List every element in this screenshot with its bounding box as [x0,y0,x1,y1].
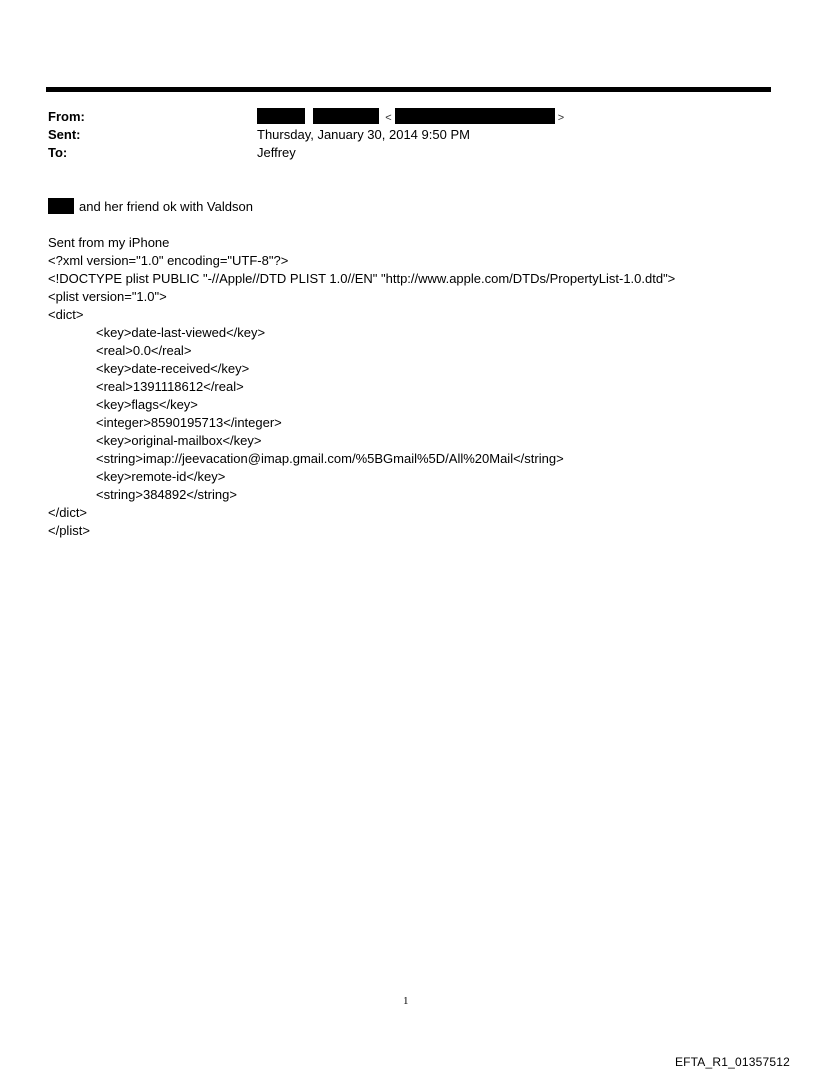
message-first-line [48,198,253,216]
plist-entry: <real>1391118612</real> [96,379,244,394]
email-open-bracket: < [385,112,392,124]
plist-open-tag: <plist version="1.0"> [48,289,167,304]
redaction-block [48,198,74,214]
plist-entry: <key>date-last-viewed</key> [96,325,266,340]
xml-declaration: <?xml version="1.0" encoding="UTF-8"?> [48,253,289,268]
from-value [257,108,567,127]
plist-entry: <key>date-received</key> [96,361,250,376]
redaction-block [395,108,555,124]
plist-entry: <key>remote-id</key> [96,469,226,484]
plist-entry: <key>original-mailbox</key> [96,433,262,448]
sent-label: Sent: [48,127,81,142]
doctype-line: <!DOCTYPE plist PUBLIC "-//Apple//DTD PLIST 1.0//EN" "http://www.apple.com/DTDs/PropertyList-1.0.dtd"> [48,271,676,286]
plist-entry: <real>0.0</real> [96,343,192,358]
redaction-block [313,108,379,124]
plist-close-tag: </plist> [48,523,90,538]
plist-entry: <string>imap://jeevacation@imap.gmail.com/%5BGmail%5D/All%20Mail</string> [96,451,564,466]
email-close-bracket: > [557,112,565,124]
to-label: To: [48,145,68,160]
redaction-block [257,108,305,124]
plist-entry: <key>flags</key> [96,397,198,412]
signature-line: Sent from my iPhone [48,235,170,250]
to-value: Jeffrey [257,145,296,160]
plist-entry: <integer>8590195713</integer> [96,415,282,430]
page-number: 1 [403,995,409,1007]
bates-number: EFTA_R1_01357512 [674,1055,790,1069]
sent-value: Thursday, January 30, 2014 9:50 PM [257,127,470,142]
from-label: From: [48,109,85,124]
plist-entry: <string>384892</string> [96,487,237,502]
message-text: and her friend ok with Valdson [79,199,253,214]
dict-close-tag: </dict> [48,505,88,520]
dict-open-tag: <dict> [48,307,84,322]
header-rule [46,87,771,92]
